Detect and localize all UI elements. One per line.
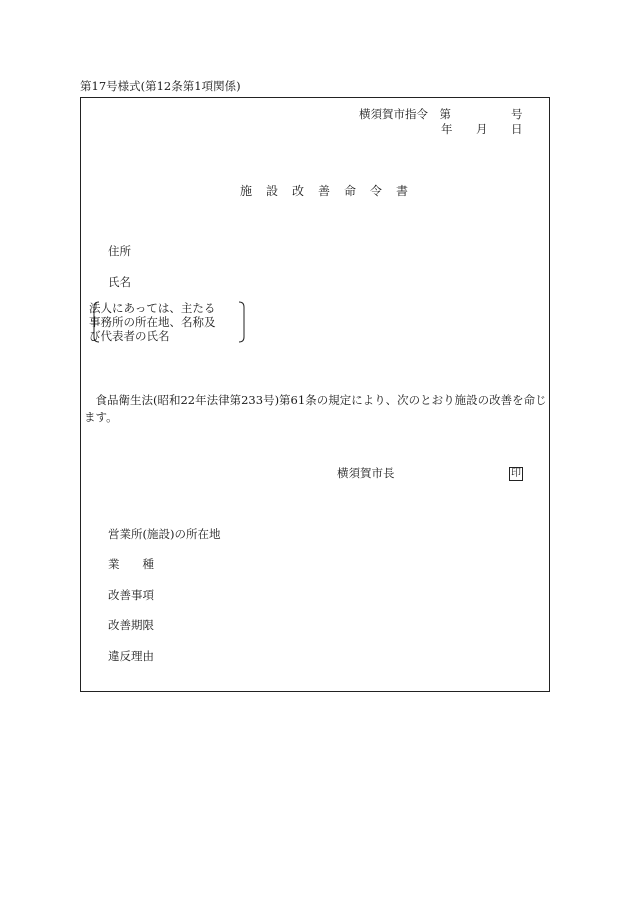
corporate-note-line-2: 事務所の所在地、名称及 (89, 315, 216, 329)
date-month: 月 (476, 122, 488, 136)
violation-reason-label: 違反理由 (108, 649, 154, 663)
corporate-note-line-3: び代表者の氏名 (89, 329, 170, 343)
business-type-label: 業 種 (108, 557, 154, 571)
date-day: 日 (511, 122, 523, 136)
order-number-suffix: 号 (511, 107, 523, 121)
improvement-deadline-label: 改善期限 (108, 618, 154, 632)
facility-location-label: 営業所(施設)の所在地 (108, 527, 221, 541)
issuer-title: 横須賀市長 (337, 466, 395, 480)
document-title: 施設改善命令書 (240, 184, 423, 198)
date-year: 年 (441, 122, 453, 136)
form-label: 第17号様式(第12条第1項関係) (80, 79, 241, 93)
seal-mark: 印 (511, 468, 521, 479)
order-number-prefix: 横須賀市指令 第 (359, 107, 451, 121)
corporate-note-line-1: 法人にあっては、主たる (89, 301, 216, 315)
order-body-text: 食品衛生法(昭和22年法律第233号)第61条の規定により、次のとおり施設の改善を命じます。 (84, 393, 547, 424)
name-label: 氏名 (108, 275, 131, 289)
improvement-matters-label: 改善事項 (108, 588, 154, 602)
address-label: 住所 (108, 244, 131, 258)
corporate-note (89, 301, 246, 343)
